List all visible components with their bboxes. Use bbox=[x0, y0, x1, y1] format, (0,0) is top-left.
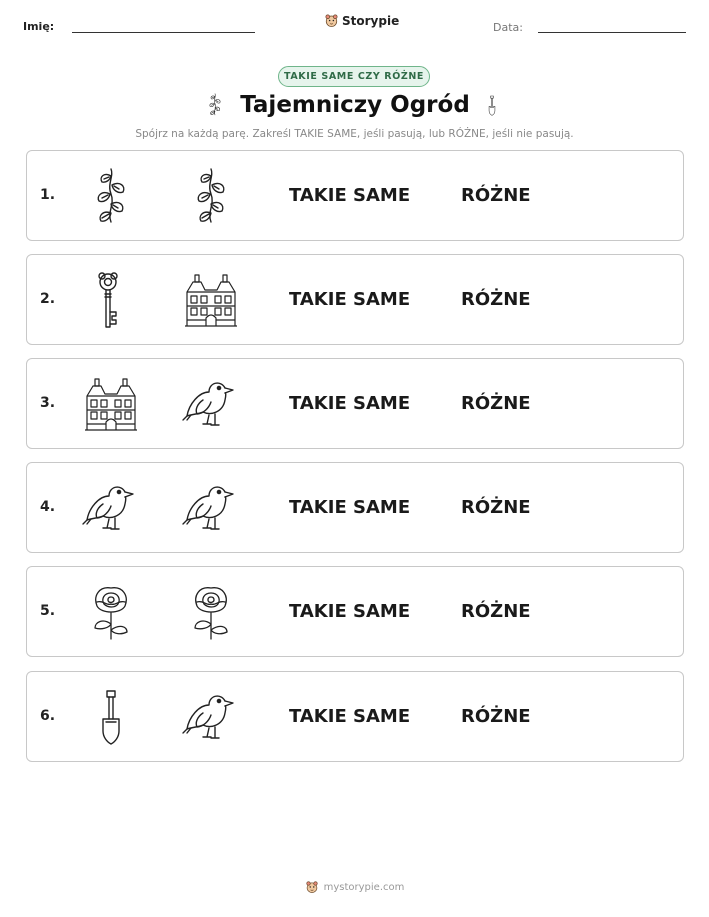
key-icon bbox=[81, 270, 141, 330]
manor-house-icon bbox=[81, 374, 141, 434]
vine-icon bbox=[203, 91, 227, 118]
question-row bbox=[26, 150, 684, 241]
manor-house-icon bbox=[181, 270, 241, 330]
page-title: Tajemniczy Ogród bbox=[240, 92, 470, 118]
brand bbox=[324, 13, 399, 28]
vine-icon bbox=[181, 166, 241, 226]
rose-icon bbox=[81, 582, 141, 642]
question-row bbox=[26, 566, 684, 657]
rose-icon bbox=[181, 582, 241, 642]
question-row bbox=[26, 671, 684, 762]
option-different[interactable]: RÓŻNE bbox=[461, 393, 531, 414]
question-number: 2. bbox=[40, 291, 56, 307]
trowel-icon bbox=[81, 687, 141, 747]
question-number: 5. bbox=[40, 603, 56, 619]
name-label: Imię: bbox=[23, 20, 55, 33]
robin-bird-icon bbox=[181, 374, 241, 434]
option-different[interactable]: RÓŻNE bbox=[461, 601, 531, 622]
question-number: 1. bbox=[40, 187, 56, 203]
option-same[interactable]: TAKIE SAME bbox=[289, 497, 411, 518]
robin-bird-icon bbox=[181, 478, 241, 538]
trowel-icon bbox=[481, 91, 503, 120]
brand-name: Storypie bbox=[342, 13, 400, 28]
footer bbox=[0, 880, 709, 894]
vine-icon bbox=[81, 166, 141, 226]
option-same[interactable]: TAKIE SAME bbox=[289, 393, 411, 414]
option-different[interactable]: RÓŻNE bbox=[461, 289, 531, 310]
date-label: Data: bbox=[493, 21, 523, 34]
option-same[interactable]: TAKIE SAME bbox=[289, 185, 411, 206]
question-row bbox=[26, 358, 684, 449]
option-different[interactable]: RÓŻNE bbox=[461, 185, 531, 206]
instructions: Spójrz na każdą parę. Zakreśl TAKIE SAME, jeśli pasują, lub RÓŻNE, jeśli nie pasują. bbox=[135, 128, 574, 140]
footer-url: mystorypie.com bbox=[323, 881, 405, 893]
question-row bbox=[26, 462, 684, 553]
option-different[interactable]: RÓŻNE bbox=[461, 497, 531, 518]
question-number: 4. bbox=[40, 499, 56, 515]
robin-bird-icon bbox=[181, 687, 241, 747]
option-same[interactable]: TAKIE SAME bbox=[289, 289, 411, 310]
storypie-logo-icon bbox=[305, 880, 319, 894]
option-same[interactable]: TAKIE SAME bbox=[289, 706, 411, 727]
worksheet-type-badge: TAKIE SAME CZY RÓŻNE bbox=[278, 66, 430, 87]
option-different[interactable]: RÓŻNE bbox=[461, 706, 531, 727]
storypie-logo-icon bbox=[324, 13, 339, 28]
date-line[interactable] bbox=[538, 32, 686, 33]
question-row bbox=[26, 254, 684, 345]
option-same[interactable]: TAKIE SAME bbox=[289, 601, 411, 622]
question-number: 6. bbox=[40, 708, 56, 724]
robin-bird-icon bbox=[81, 478, 141, 538]
name-line[interactable] bbox=[72, 32, 255, 33]
question-number: 3. bbox=[40, 395, 56, 411]
